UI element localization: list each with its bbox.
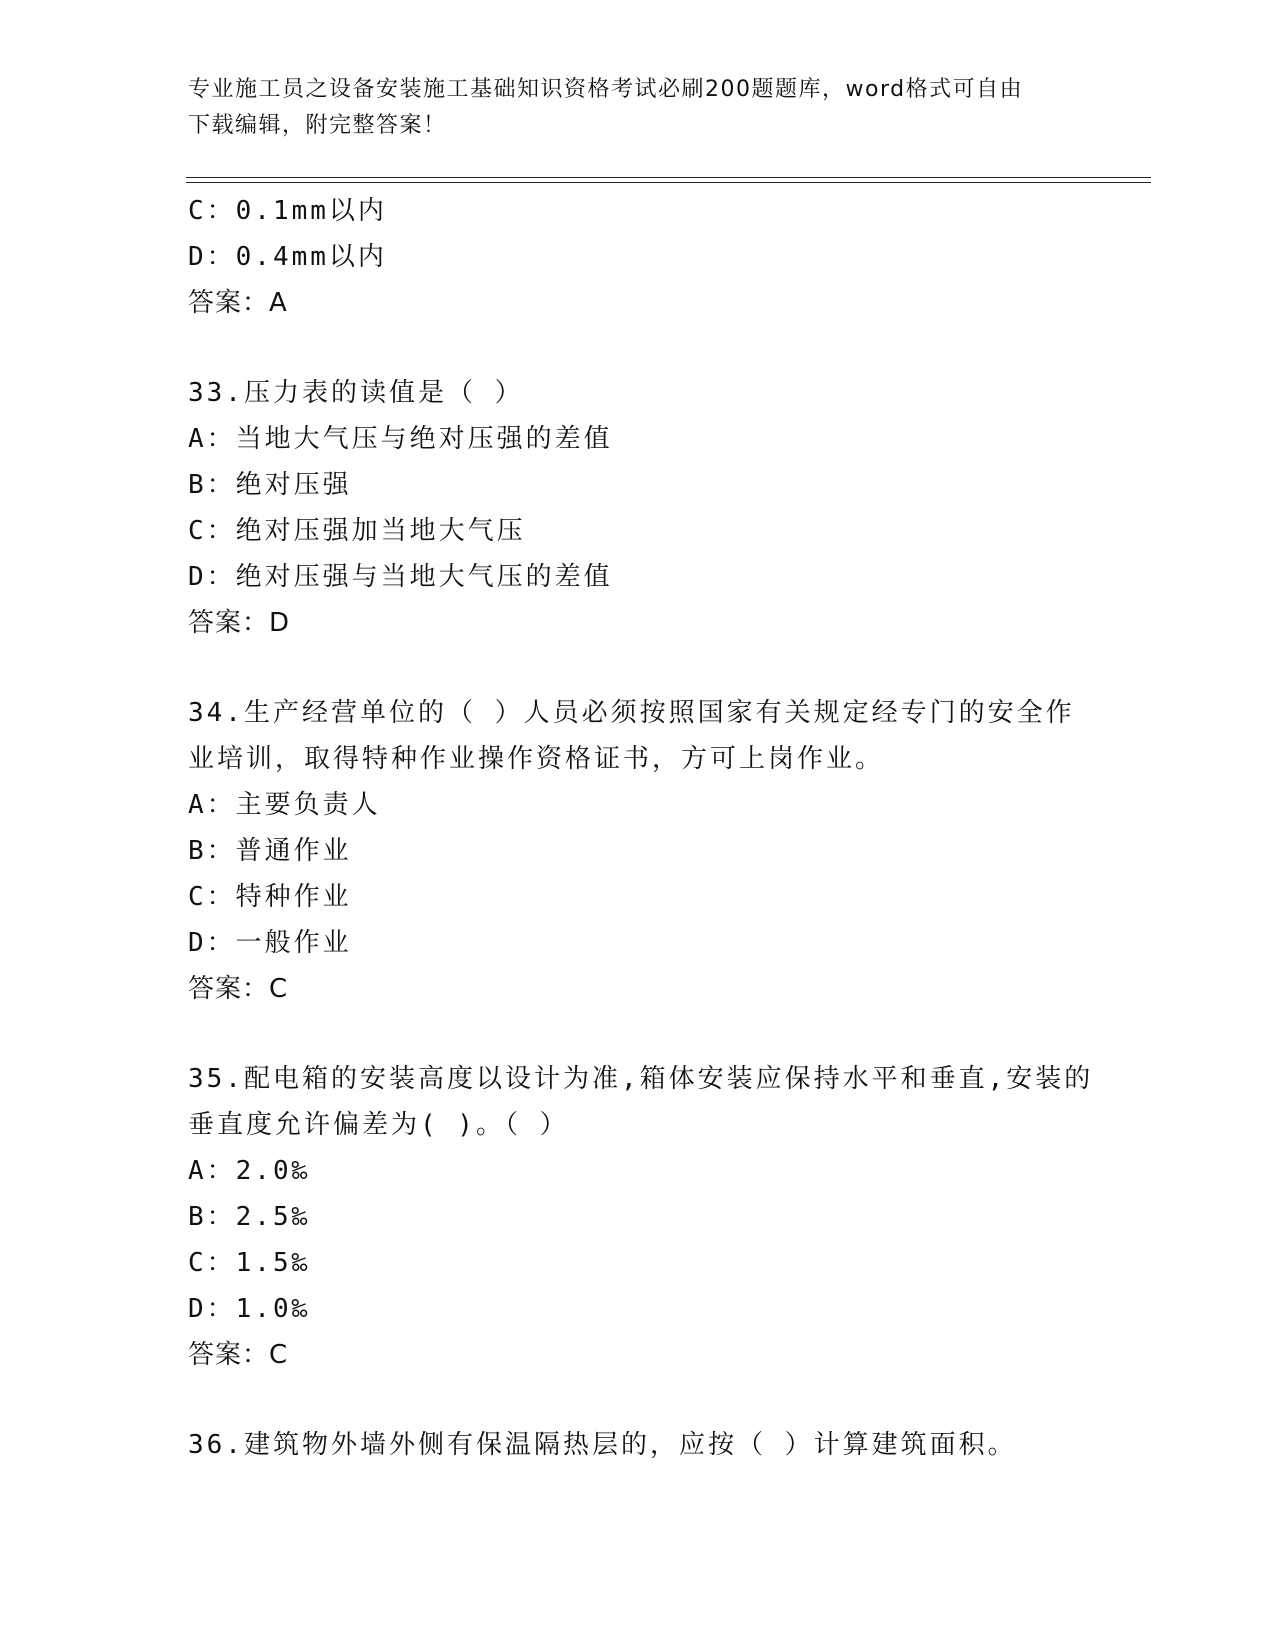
option-a: A：主要负责人: [188, 790, 381, 820]
question-stem-line-1: 34.生产经营单位的（ ）人员必须按照国家有关规定经专门的安全作: [188, 698, 1075, 728]
answer-label: 答案：A: [188, 288, 288, 318]
header-line-1: 专业施工员之设备安装施工基础知识资格考试必刷200题题库，word格式可自由: [188, 77, 1024, 102]
answer-label: 答案：C: [188, 974, 289, 1004]
document-header: [188, 72, 1088, 144]
spacer: [188, 646, 1088, 690]
spacer: [188, 1378, 1088, 1422]
option-a: A：当地大气压与绝对压强的差值: [188, 424, 613, 454]
option-d: D：一般作业: [188, 928, 352, 958]
spacer: [188, 326, 1088, 370]
question-stem: 36.建筑物外墙外侧有保温隔热层的，应按（ ）计算建筑面积。: [188, 1430, 1017, 1460]
option-c: C：1.5‰: [188, 1248, 311, 1278]
spacer: [188, 1012, 1088, 1056]
option-c: C：0.1mm以内: [188, 196, 387, 226]
header-divider-top: [186, 177, 1151, 178]
header-line-2: 下载编辑，附完整答案！: [188, 113, 447, 138]
question-36: [188, 1422, 1088, 1468]
option-c: C：特种作业: [188, 882, 352, 912]
question-35: [188, 1056, 1094, 1378]
answer-label: 答案：C: [188, 1340, 289, 1370]
answer-label: 答案：D: [188, 608, 291, 638]
option-b: B：绝对压强: [188, 470, 352, 500]
option-b: B：普通作业: [188, 836, 352, 866]
question-32-continued: [188, 188, 1088, 326]
option-d: D：绝对压强与当地大气压的差值: [188, 562, 613, 592]
question-list: [188, 188, 1094, 1468]
option-a: A：2.0‰: [188, 1156, 311, 1186]
option-c: C：绝对压强加当地大气压: [188, 516, 526, 546]
question-stem-line-2: 业培训，取得特种作业操作资格证书，方可上岗作业。: [188, 744, 885, 774]
question-stem-line-1: 35.配电箱的安装高度以设计为准,箱体安装应保持水平和垂直,安装的: [188, 1064, 1094, 1094]
option-d: D：1.0‰: [188, 1294, 311, 1324]
question-stem-line-2: 垂直度允许偏差为( )。（ ）: [188, 1110, 569, 1140]
header-divider-bottom: [186, 182, 1151, 183]
question-33: [188, 370, 1088, 646]
option-d: D：0.4mm以内: [188, 242, 387, 272]
question-34: [188, 690, 1088, 1012]
question-stem: 33.压力表的读值是（ ）: [188, 378, 524, 408]
option-b: B：2.5‰: [188, 1202, 311, 1232]
